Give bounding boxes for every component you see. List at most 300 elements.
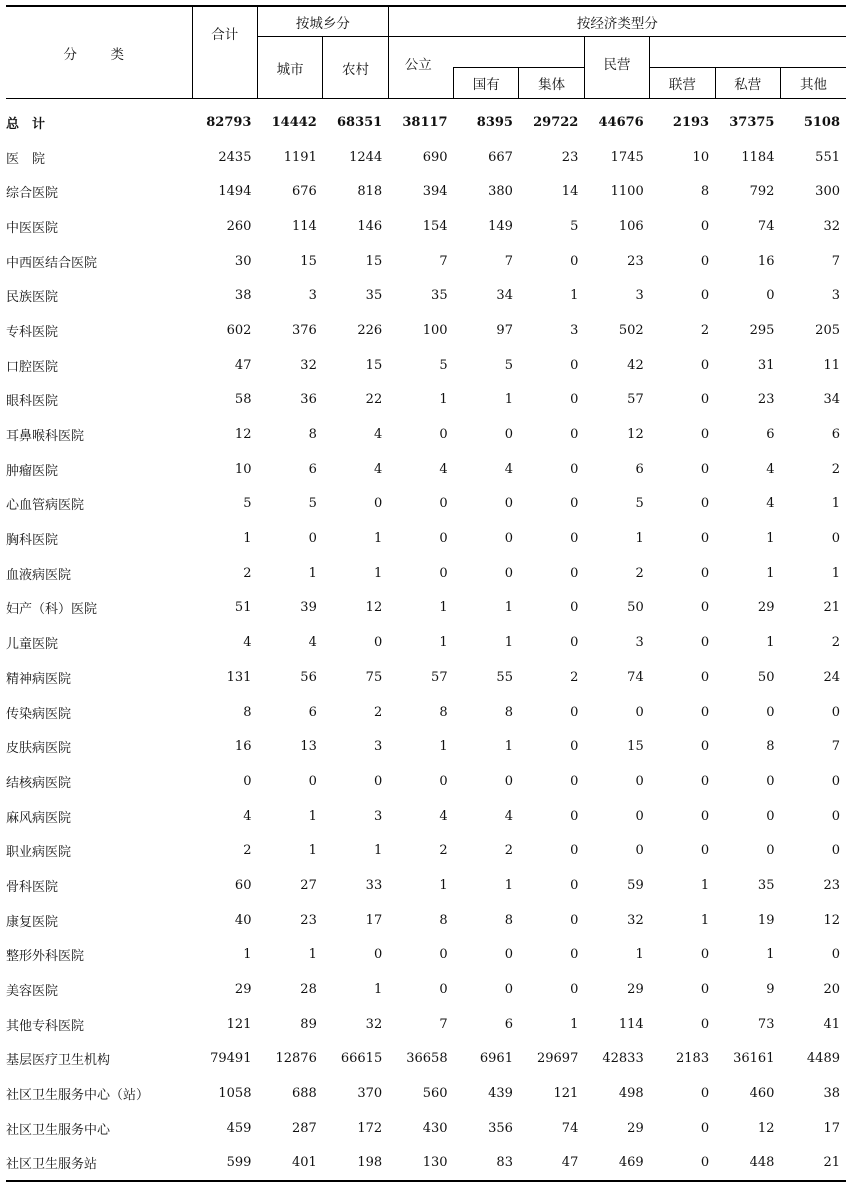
table-cell: 376 <box>292 322 317 338</box>
table-cell: 16 <box>234 739 252 755</box>
table-body <box>6 99 846 1182</box>
table-cell: 12876 <box>275 1051 317 1067</box>
table-cell: 6 <box>308 704 317 720</box>
table-cell: 0 <box>570 427 579 443</box>
table-row <box>6 209 846 244</box>
row-label: 结核病医院 <box>6 775 72 791</box>
table-cell: 5 <box>439 357 448 373</box>
table-cell: 57 <box>627 392 644 408</box>
table-cell: 0 <box>373 947 383 963</box>
table-cell: 0 <box>439 773 448 789</box>
header-total: 合计 <box>192 6 257 99</box>
row-label: 麻风病医院 <box>6 810 72 826</box>
table-cell: 2 <box>831 461 840 477</box>
table-cell: 6961 <box>479 1051 513 1067</box>
row-label: 社区卫生服务站 <box>6 1146 192 1182</box>
table-cell: 12 <box>234 427 252 443</box>
table-row <box>6 729 846 764</box>
table-cell: 0 <box>570 531 579 547</box>
table-cell: 40 <box>234 912 252 928</box>
table-cell: 4 <box>308 635 317 651</box>
table-cell: 12 <box>627 427 644 443</box>
table-cell: 38 <box>234 288 252 304</box>
table-row <box>6 417 846 452</box>
table-cell: 146 <box>357 218 383 234</box>
table-cell: 459 <box>226 1120 252 1136</box>
table-cell: 32 <box>300 357 317 373</box>
row-label: 美容医院 <box>6 984 59 1000</box>
table-cell: 1 <box>504 392 513 408</box>
table-cell: 300 <box>815 184 840 200</box>
table-cell: 7 <box>504 253 513 269</box>
table-cell: 8 <box>439 912 448 928</box>
table-cell: 51 <box>234 600 252 616</box>
table-cell: 27 <box>300 877 317 893</box>
table-row <box>6 452 846 487</box>
table-cell: 0 <box>766 843 775 859</box>
table-cell: 0 <box>831 531 840 547</box>
table-cell: 83 <box>454 1146 519 1182</box>
table-cell: 460 <box>749 1086 775 1102</box>
table-cell: 38 <box>823 1086 840 1102</box>
row-label: 精神病医院 <box>6 671 72 687</box>
table-cell: 0 <box>373 635 383 651</box>
table-cell: 0 <box>700 808 710 824</box>
table-cell: 6 <box>308 461 317 477</box>
table-cell: 114 <box>618 1016 644 1032</box>
row-label: 社区卫生服务中心（站） <box>6 1088 150 1104</box>
table-cell: 4 <box>504 461 513 477</box>
table-cell: 688 <box>292 1086 317 1102</box>
table-row <box>6 348 846 383</box>
table-cell: 74 <box>561 1120 579 1136</box>
row-label: 骨科医院 <box>6 879 59 895</box>
row-label: 心血管病医院 <box>6 498 85 514</box>
table-cell: 3 <box>308 288 317 304</box>
table-cell: 15 <box>627 739 644 755</box>
table-cell: 439 <box>488 1086 513 1102</box>
table-cell: 2 <box>243 843 252 859</box>
table-cell: 8395 <box>476 114 513 130</box>
table-cell: 0 <box>570 392 579 408</box>
table-cell: 0 <box>439 947 448 963</box>
table-cell: 30 <box>234 253 252 269</box>
row-label: 皮肤病医院 <box>6 741 72 757</box>
table-cell: 1244 <box>349 149 383 165</box>
table-cell: 0 <box>308 531 317 547</box>
table-cell: 0 <box>439 496 448 512</box>
table-header <box>6 6 846 99</box>
table-cell: 4 <box>439 808 448 824</box>
table-row <box>6 174 846 209</box>
table-cell: 21 <box>823 600 840 616</box>
table-cell: 0 <box>700 218 710 234</box>
table-cell: 1 <box>243 947 252 963</box>
table-cell: 1 <box>831 496 840 512</box>
table-cell: 14442 <box>271 114 317 130</box>
table-cell: 19 <box>757 912 775 928</box>
table-cell: 10 <box>692 149 710 165</box>
table-cell: 198 <box>323 1146 388 1182</box>
table-cell: 0 <box>504 565 513 581</box>
row-label: 传染病医院 <box>6 706 72 722</box>
header-private-spacer <box>650 37 846 68</box>
table-cell: 287 <box>292 1120 317 1136</box>
table-cell: 13 <box>300 739 317 755</box>
table-cell: 32 <box>365 1016 383 1032</box>
table-cell: 2 <box>504 843 513 859</box>
table-cell: 260 <box>226 218 252 234</box>
table-cell: 430 <box>422 1120 448 1136</box>
table-cell: 498 <box>618 1086 644 1102</box>
table-cell: 7 <box>439 1016 448 1032</box>
table-cell: 0 <box>700 704 710 720</box>
table-cell: 0 <box>570 704 579 720</box>
row-label: 妇产（科）医院 <box>6 602 98 618</box>
table-cell: 36161 <box>733 1051 775 1067</box>
table-cell: 37375 <box>729 114 775 130</box>
table-cell: 0 <box>700 669 710 685</box>
table-cell: 1 <box>308 947 317 963</box>
table-cell: 1191 <box>283 149 317 165</box>
table-cell: 1184 <box>741 149 775 165</box>
header-urban-rural-group: 按城乡分 <box>257 6 388 37</box>
row-label: 儿童医院 <box>6 637 59 653</box>
table-cell: 0 <box>700 253 710 269</box>
table-cell: 75 <box>365 669 383 685</box>
table-cell: 448 <box>715 1146 780 1182</box>
table-cell: 1 <box>373 843 383 859</box>
table-cell: 1 <box>700 912 710 928</box>
table-cell: 0 <box>700 357 710 373</box>
table-cell: 89 <box>300 1016 317 1032</box>
table-cell: 0 <box>700 739 710 755</box>
table-cell: 57 <box>431 669 448 685</box>
table-cell: 0 <box>700 982 710 998</box>
table-cell: 1 <box>439 739 448 755</box>
table-cell: 10 <box>234 461 252 477</box>
table-cell: 3 <box>831 288 840 304</box>
table-cell: 0 <box>831 843 840 859</box>
table-cell: 0 <box>570 773 579 789</box>
table-cell: 11 <box>823 357 840 373</box>
table-row <box>6 99 846 140</box>
table-cell: 0 <box>766 808 775 824</box>
table-cell: 3 <box>635 635 644 651</box>
table-row <box>6 799 846 834</box>
row-label: 肿瘤医院 <box>6 463 59 479</box>
table-cell: 4 <box>766 461 775 477</box>
table-row <box>6 833 846 868</box>
table-cell: 0 <box>504 531 513 547</box>
table-row <box>6 938 846 973</box>
table-cell: 0 <box>700 843 710 859</box>
table-row <box>6 625 846 660</box>
table-cell: 2 <box>439 843 448 859</box>
table-cell: 502 <box>618 322 644 338</box>
table-cell: 1 <box>373 982 383 998</box>
table-cell: 7 <box>439 253 448 269</box>
table-row <box>6 903 846 938</box>
table-cell: 0 <box>831 808 840 824</box>
table-cell: 1 <box>439 635 448 651</box>
table-cell: 0 <box>570 565 579 581</box>
table-cell: 47 <box>519 1146 584 1182</box>
table-cell: 0 <box>650 1146 715 1182</box>
table-cell: 1 <box>504 600 513 616</box>
row-label: 耳鼻喉科医院 <box>6 429 85 445</box>
table-cell: 0 <box>700 392 710 408</box>
table-cell: 8 <box>700 184 710 200</box>
table-cell: 792 <box>749 184 775 200</box>
table-cell: 3 <box>570 322 579 338</box>
table-row <box>6 868 846 903</box>
table-cell: 0 <box>570 877 579 893</box>
table-cell: 32 <box>627 912 644 928</box>
table-cell: 676 <box>292 184 317 200</box>
table-cell: 0 <box>635 704 644 720</box>
table-cell: 1 <box>439 877 448 893</box>
table-cell: 106 <box>618 218 644 234</box>
table-cell: 29 <box>234 982 252 998</box>
table-cell: 0 <box>700 635 710 651</box>
table-row <box>6 278 846 313</box>
table-cell: 35 <box>431 288 448 304</box>
row-label: 专科医院 <box>6 324 59 340</box>
table-cell: 401 <box>257 1146 322 1182</box>
table-cell: 1 <box>635 947 644 963</box>
table-cell: 2435 <box>218 149 252 165</box>
table-cell: 5108 <box>803 114 840 130</box>
table-cell: 172 <box>357 1120 383 1136</box>
table-cell: 39 <box>300 600 317 616</box>
table-cell: 0 <box>570 947 579 963</box>
table-cell: 42833 <box>602 1051 644 1067</box>
table-cell: 0 <box>243 773 252 789</box>
row-label: 职业病医院 <box>6 845 72 861</box>
table-cell: 1 <box>504 739 513 755</box>
header-private-sector: 民营 <box>584 37 649 99</box>
table-cell: 29 <box>627 1120 644 1136</box>
table-cell: 5 <box>308 496 317 512</box>
table-cell: 35 <box>365 288 383 304</box>
table-cell: 0 <box>766 773 775 789</box>
header-other: 其他 <box>780 68 846 99</box>
table-cell: 29 <box>627 982 644 998</box>
table-cell: 23 <box>757 392 775 408</box>
table-cell: 0 <box>831 704 840 720</box>
header-joint: 联营 <box>650 68 715 99</box>
row-label: 综合医院 <box>6 186 59 202</box>
table-cell: 5 <box>243 496 252 512</box>
table-cell: 130 <box>388 1146 453 1182</box>
table-cell: 23 <box>561 149 579 165</box>
table-row <box>6 591 846 626</box>
table-cell: 1 <box>504 877 513 893</box>
table-cell: 79491 <box>210 1051 252 1067</box>
table-cell: 1 <box>700 877 710 893</box>
table-cell: 8 <box>504 704 513 720</box>
table-cell: 356 <box>488 1120 513 1136</box>
table-cell: 100 <box>422 322 448 338</box>
table-cell: 0 <box>570 600 579 616</box>
row-label: 血液病医院 <box>6 567 72 583</box>
table-cell: 4 <box>504 808 513 824</box>
table-cell: 0 <box>700 600 710 616</box>
table-cell: 0 <box>570 635 579 651</box>
table-cell: 29722 <box>533 114 579 130</box>
table-cell: 9 <box>766 982 775 998</box>
table-row <box>6 1042 846 1077</box>
row-label: 口腔医院 <box>6 359 59 375</box>
table-cell: 0 <box>700 947 710 963</box>
header-public: 公立 <box>388 37 453 99</box>
table-cell: 551 <box>815 149 840 165</box>
table-cell: 50 <box>627 600 644 616</box>
table-cell: 1745 <box>610 149 644 165</box>
table-cell: 0 <box>700 565 710 581</box>
table-cell: 690 <box>422 149 448 165</box>
table-cell: 0 <box>635 843 644 859</box>
table-cell: 17 <box>365 912 383 928</box>
table-cell: 23 <box>627 253 644 269</box>
table-cell: 14 <box>561 184 579 200</box>
table-cell: 1100 <box>610 184 644 200</box>
table-cell: 0 <box>570 843 579 859</box>
table-cell: 29 <box>757 600 775 616</box>
table-cell: 1 <box>439 600 448 616</box>
table-cell: 8 <box>504 912 513 928</box>
table-cell: 23 <box>300 912 317 928</box>
row-label: 其他专科医院 <box>6 1018 85 1034</box>
table-cell: 599 <box>192 1146 257 1182</box>
table-cell: 16 <box>757 253 775 269</box>
header-urban: 城市 <box>257 37 322 99</box>
table-cell: 0 <box>439 531 448 547</box>
table-cell: 0 <box>570 496 579 512</box>
table-cell: 0 <box>700 1086 710 1102</box>
table-cell: 1 <box>439 392 448 408</box>
header-category: 分 类 <box>6 6 192 99</box>
row-label: 社区卫生服务中心 <box>6 1122 111 1138</box>
table-cell: 1 <box>308 565 317 581</box>
header-economic-group: 按经济类型分 <box>388 6 846 37</box>
table-cell: 4 <box>373 427 383 443</box>
table-cell: 42 <box>627 357 644 373</box>
table-cell: 114 <box>292 218 317 234</box>
table-cell: 12 <box>823 912 840 928</box>
table-cell: 149 <box>488 218 513 234</box>
table-cell: 0 <box>504 427 513 443</box>
table-cell: 0 <box>570 982 579 998</box>
table-cell: 0 <box>831 947 840 963</box>
table-cell: 4489 <box>806 1051 840 1067</box>
table-cell: 0 <box>373 773 383 789</box>
table-cell: 68351 <box>336 114 383 130</box>
table-cell: 55 <box>496 669 513 685</box>
table-cell: 0 <box>570 253 579 269</box>
table-cell: 0 <box>308 773 317 789</box>
table-cell: 6 <box>504 1016 513 1032</box>
table-cell: 667 <box>488 149 513 165</box>
table-cell: 4 <box>243 808 252 824</box>
table-cell: 60 <box>234 877 252 893</box>
table-cell: 3 <box>373 739 383 755</box>
table-cell: 121 <box>226 1016 252 1032</box>
table-cell: 1 <box>373 531 383 547</box>
table-cell: 1 <box>766 947 775 963</box>
table-cell: 560 <box>422 1086 448 1102</box>
table-cell: 0 <box>700 1016 710 1032</box>
table-cell: 295 <box>749 322 775 338</box>
table-cell: 0 <box>504 773 513 789</box>
table-cell: 36 <box>300 392 317 408</box>
table-cell: 1 <box>766 635 775 651</box>
table-cell: 41 <box>823 1016 840 1032</box>
table-cell: 226 <box>357 322 383 338</box>
table-cell: 20 <box>823 982 840 998</box>
table-cell: 1 <box>243 531 252 547</box>
table-cell: 2 <box>570 669 579 685</box>
row-label: 整形外科医院 <box>6 949 85 965</box>
table-cell: 0 <box>700 531 710 547</box>
table-cell: 29697 <box>536 1051 579 1067</box>
table-cell: 8 <box>439 704 448 720</box>
table-cell: 818 <box>357 184 383 200</box>
table-cell: 4 <box>373 461 383 477</box>
table-cell: 4 <box>243 635 252 651</box>
row-label: 康复医院 <box>6 914 59 930</box>
header-private: 私营 <box>715 68 780 99</box>
table-cell: 370 <box>357 1086 383 1102</box>
table-cell: 1 <box>635 531 644 547</box>
table-cell: 74 <box>757 218 775 234</box>
row-label: 民族医院 <box>6 290 59 306</box>
table-cell: 2 <box>373 704 383 720</box>
table-cell: 22 <box>365 392 383 408</box>
table-cell: 0 <box>635 773 644 789</box>
table-cell: 0 <box>831 773 840 789</box>
table-cell: 0 <box>504 496 513 512</box>
table-cell: 33 <box>365 877 383 893</box>
row-label: 基层医疗卫生机构 <box>6 1053 111 1069</box>
table-cell: 6 <box>635 461 644 477</box>
table-row <box>6 556 846 591</box>
header-state-owned: 国有 <box>454 68 519 99</box>
table-cell: 0 <box>570 357 579 373</box>
table-cell: 380 <box>488 184 513 200</box>
table-cell: 36658 <box>406 1051 448 1067</box>
table-row <box>6 972 846 1007</box>
table-cell: 3 <box>373 808 383 824</box>
table-cell: 4 <box>766 496 775 512</box>
row-label: 总 计 <box>6 116 46 132</box>
table-cell: 5 <box>504 357 513 373</box>
table-cell: 0 <box>700 496 710 512</box>
table-cell: 8 <box>308 427 317 443</box>
table-cell: 38117 <box>402 114 448 130</box>
table-cell: 31 <box>757 357 775 373</box>
table-cell: 0 <box>700 1120 710 1136</box>
table-row <box>6 140 846 175</box>
table-cell: 469 <box>584 1146 649 1182</box>
table-cell: 0 <box>700 288 710 304</box>
table-cell: 2 <box>831 635 840 651</box>
table-cell: 47 <box>234 357 252 373</box>
table-cell: 56 <box>300 669 317 685</box>
table-cell: 15 <box>365 253 383 269</box>
table-cell: 0 <box>570 461 579 477</box>
